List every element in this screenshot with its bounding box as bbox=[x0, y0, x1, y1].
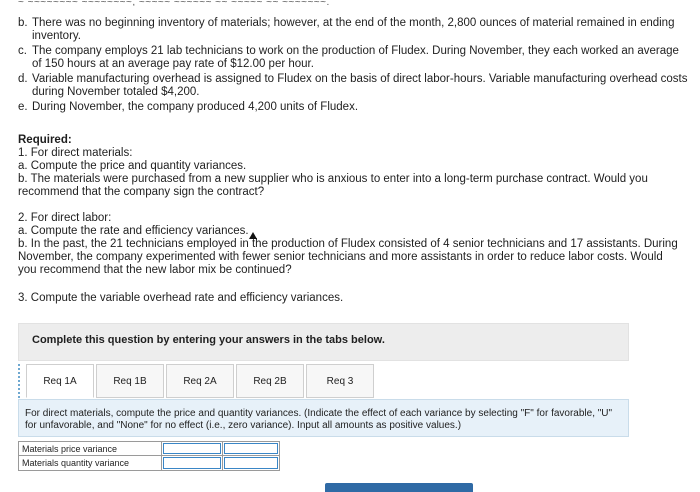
quantity-variance-effect-select[interactable] bbox=[224, 457, 278, 469]
tab-req-1b[interactable]: Req 1B bbox=[96, 364, 164, 398]
list-item bbox=[18, 73, 690, 99]
question-1b: b. The materials were purchased from a new supplier who is anxious to enter into a long-term purchase contract. Would you recommend that the company sign the contract? bbox=[18, 173, 648, 198]
problem-data-list bbox=[18, 17, 690, 116]
row-label: Materials quantity variance bbox=[19, 456, 162, 470]
required-heading: Required: bbox=[18, 134, 72, 146]
price-variance-effect-select[interactable] bbox=[224, 443, 278, 454]
amount-cell bbox=[162, 456, 224, 470]
tab-req-1a[interactable]: Req 1A bbox=[26, 364, 94, 398]
list-marker: d. bbox=[18, 73, 28, 85]
tab-req-2b[interactable]: Req 2B bbox=[236, 364, 304, 398]
tab-req-2a[interactable]: Req 2A bbox=[166, 364, 234, 398]
list-item-text: The company employs 21 lab technicians to work on the production of Fludex. During November, they each worked an average of 150 hours at an average pay rate of $12.00 per hour. bbox=[32, 45, 679, 70]
instructions-box bbox=[18, 399, 629, 437]
row-label: Materials price variance bbox=[19, 442, 162, 455]
amount-cell bbox=[162, 442, 224, 455]
instructions-text: For direct materials, compute the price and quantity variances. (Indicate the effect of each variance by selecting "F" for favorable, "U" for unfavorable, and "None" for no effect (i.e., zero variance). Input all amounts as positive values.) bbox=[25, 408, 613, 431]
navigation-button[interactable] bbox=[325, 483, 473, 492]
list-item-text: During November, the company produced 4,200 units of Fludex. bbox=[32, 101, 359, 113]
list-marker: b. bbox=[18, 17, 28, 29]
table-row bbox=[18, 456, 280, 471]
question-2b: b. In the past, the 21 technicians employed in the production of Fludex consisted of 4 senior technicians and 17 assistants. During November, the company experimented with fewer senior technicians and more assistants in order to reduce labor costs. Would you recommend that the new labor mix be continued? bbox=[18, 238, 678, 276]
answer-table bbox=[18, 441, 280, 471]
question-2-block bbox=[18, 212, 683, 277]
question-2a: a. Compute the rate and efficiency variances. bbox=[18, 225, 249, 237]
question-1: 1. For direct materials: bbox=[18, 147, 133, 159]
mouse-cursor-icon bbox=[249, 232, 257, 239]
list-marker: e. bbox=[18, 101, 28, 113]
question-1a: a. Compute the price and quantity variances. bbox=[18, 160, 247, 172]
tab-strip bbox=[18, 364, 629, 398]
effect-cell bbox=[223, 456, 279, 470]
panel-title: Complete this question by entering your answers in the tabs below. bbox=[32, 334, 385, 346]
list-item bbox=[18, 17, 690, 43]
tab-req-3[interactable]: Req 3 bbox=[306, 364, 374, 398]
list-item-text: Variable manufacturing overhead is assigned to Fludex on the basis of direct labor-hours. Variable manufacturing overhead costs during November totaled $4,200. bbox=[32, 73, 688, 98]
list-marker: c. bbox=[18, 45, 27, 57]
question-3: 3. Compute the variable overhead rate and efficiency variances. bbox=[18, 292, 344, 304]
list-item bbox=[18, 101, 690, 114]
list-item-text: There was no beginning inventory of materials; however, at the end of the month, 2,800 ounces of material remained in ending inventory. bbox=[32, 17, 675, 42]
effect-cell bbox=[223, 442, 279, 455]
required-section bbox=[18, 134, 668, 199]
instruction-panel bbox=[18, 323, 629, 361]
price-variance-amount-input[interactable] bbox=[163, 443, 222, 454]
quantity-variance-amount-input[interactable] bbox=[163, 457, 222, 469]
question-2: 2. For direct labor: bbox=[18, 212, 112, 224]
table-row bbox=[18, 441, 280, 456]
list-item bbox=[18, 45, 690, 71]
cut-off-text-line: ~ ~~~~~~~~ ~~~~~~~~, ~~~~~ ~~~~~~ ~~ ~~~~~ ~~ ~~~~~~~. bbox=[18, 0, 330, 6]
